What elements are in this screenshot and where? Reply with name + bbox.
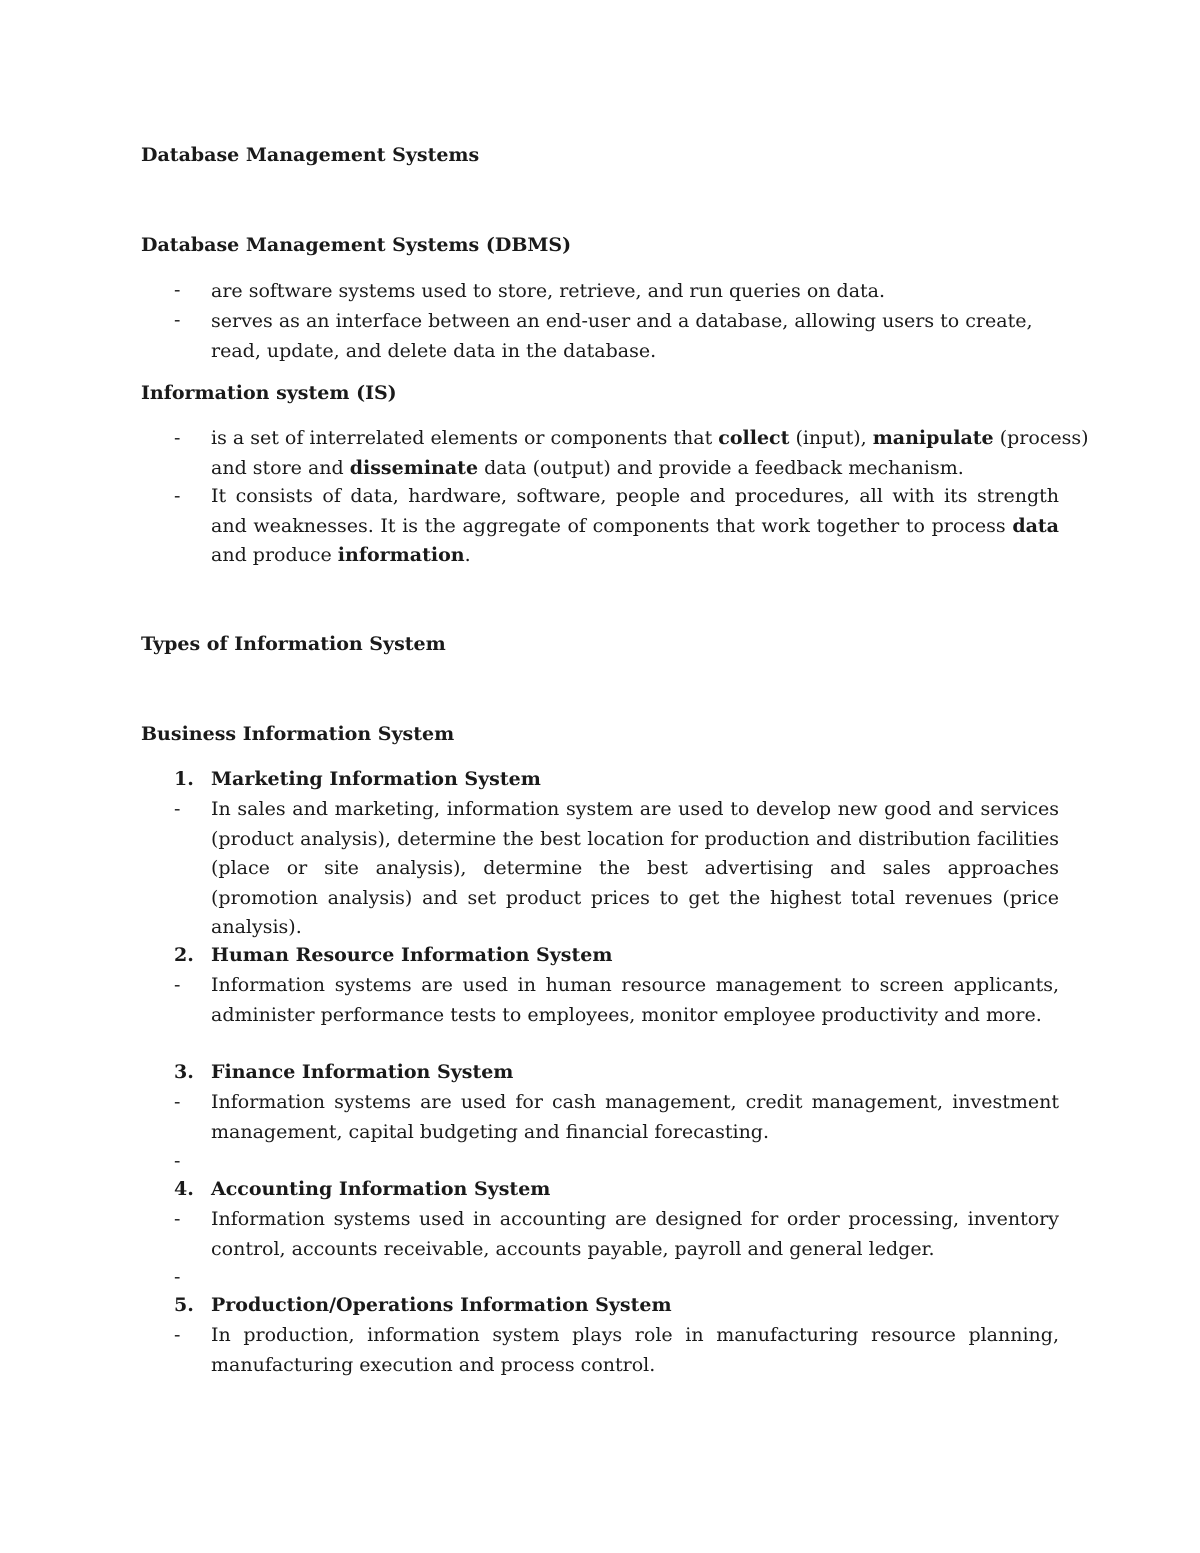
keyword-information: information — [337, 544, 465, 566]
keyword-disseminate: disseminate — [349, 456, 479, 479]
bullet-dash: - — [174, 1324, 181, 1346]
system-description: Information systems are used in human resource management to screen applicants, administer performance tests to employees, monitor employee productivity and more. — [211, 974, 1059, 1026]
dbms-bullet-1: are software systems used to store, retrieve, and run queries on data. — [211, 280, 886, 302]
bullet-dash: - — [174, 974, 181, 996]
system-title: Marketing Information System — [211, 768, 541, 790]
system-description: Information systems are used for cash management, credit management, investment management, capital budgeting and financial forecasting. — [211, 1091, 1059, 1143]
is-heading: Information system (IS) — [141, 382, 397, 404]
bullet-dash: - — [174, 1266, 181, 1288]
keyword-collect: collect — [718, 427, 790, 449]
bullet-dash: - — [174, 1208, 181, 1230]
dbms-bullet-2: serves as an interface between an end-user and a database, allowing users to create, read, update, and delete data in the database. — [211, 310, 1033, 362]
system-description: In production, information system plays role in manufacturing resource planning, manufacturing execution and process control. — [211, 1324, 1059, 1376]
dbms-heading: Database Management Systems (DBMS) — [141, 234, 572, 256]
business-heading: Business Information System — [141, 723, 455, 745]
system-title: Production/Operations Information System — [211, 1294, 672, 1316]
bullet-dash: - — [174, 309, 181, 331]
system-number: 5. — [174, 1294, 194, 1316]
system-description: Information systems used in accounting are designed for order processing, inventory control, accounts receivable, accounts payable, payroll and general ledger. — [211, 1208, 1059, 1260]
system-number: 1. — [174, 768, 194, 790]
system-title: Accounting Information System — [211, 1178, 551, 1200]
is-bullet-1-line-2: and store and disseminate data (output) and provide a feedback mechanism. — [211, 456, 964, 479]
bullet-dash: - — [174, 485, 181, 507]
system-title: Human Resource Information System — [211, 944, 613, 966]
bullet-dash: - — [174, 279, 181, 301]
system-number: 2. — [174, 944, 194, 966]
bullet-dash: - — [174, 1091, 181, 1113]
system-title: Finance Information System — [211, 1061, 514, 1083]
system-number: 4. — [174, 1178, 194, 1200]
system-number: 3. — [174, 1061, 194, 1083]
keyword-data: data — [1012, 514, 1059, 537]
is-bullet-1 — [211, 424, 1089, 483]
bullet-dash: - — [174, 798, 181, 820]
bullet-dash: - — [174, 1150, 181, 1172]
document-title: Database Management Systems — [141, 144, 480, 166]
bullet-dash: - — [174, 427, 181, 449]
is-bullet-2: It consists of data, hardware, software, people and procedures, all with its strength and weaknesses. It is the aggregate of components that work together to process data and produce information. — [211, 485, 1059, 566]
types-heading: Types of Information System — [141, 633, 446, 655]
keyword-manipulate: manipulate — [872, 427, 994, 449]
system-description: In sales and marketing, information system are used to develop new good and services (product analysis), determine the best location for production and distribution facilities (place or site analysis), determine the best advertising and sales approaches (promotion analysis) and set product prices to get the highest total revenues (price analysis). — [211, 798, 1059, 938]
is-bullet-1-line-1: is a set of interrelated elements or components that collect (input), manipulate (process) — [211, 427, 1089, 449]
